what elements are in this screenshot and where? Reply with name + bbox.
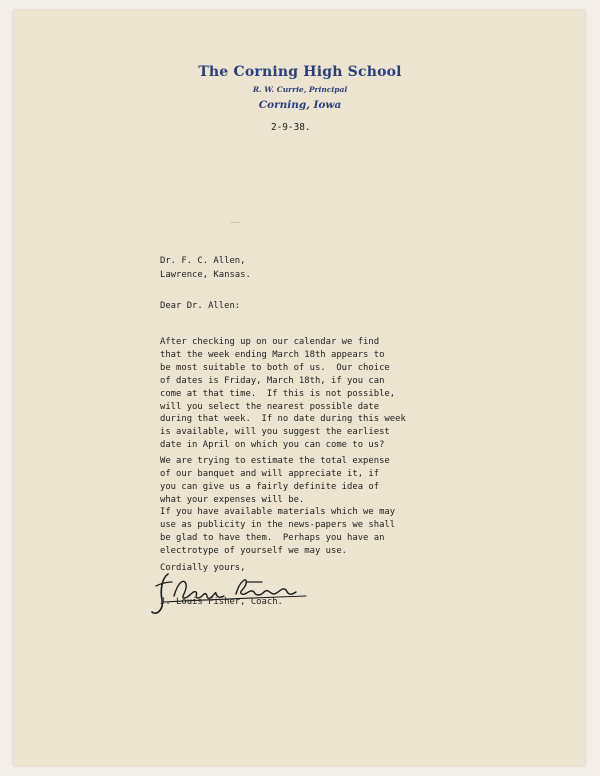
body-paragraph-2: We are trying to estimate the total expense of our banquet and will appreciate it, if you can give us a fairly definite idea of what your expenses will be. [160,456,390,505]
letterhead-city: Corning, Iowa [258,99,342,111]
body-paragraph-3: If you have available materials which we may use as publicity in the news-papers we shall be glad to have them. Perhaps you have an electrotype of yourself we may use. [160,507,396,556]
letter-date: 2-9-38. [271,122,311,133]
recipient-name: Dr. F. C. Allen, [160,256,246,266]
signer-name: J. Louis Fisher, Coach. [160,597,283,607]
letterhead-principal: R. W. Currie, Principal [252,85,348,94]
handwritten-signature [150,568,310,620]
salutation: Dear Dr. Allen: [160,301,241,311]
letterhead-school-name: The Corning High School [198,64,402,80]
recipient-address [160,254,251,282]
body-paragraph-1: After checking up on our calendar we find that the week ending March 18th appears to be most suitable to both of us. Our choice of dates is Friday, March 18th, if you can come at that time. If this is not possible, will you select the nearest possible date during that week. If no date during this week is available, will you suggest the earliest date in April on which you can come to us? [160,337,406,451]
closing: Cordially yours, [160,563,246,573]
recipient-city: Lawrence, Kansas. [160,270,251,281]
paper-mark [230,222,240,223]
